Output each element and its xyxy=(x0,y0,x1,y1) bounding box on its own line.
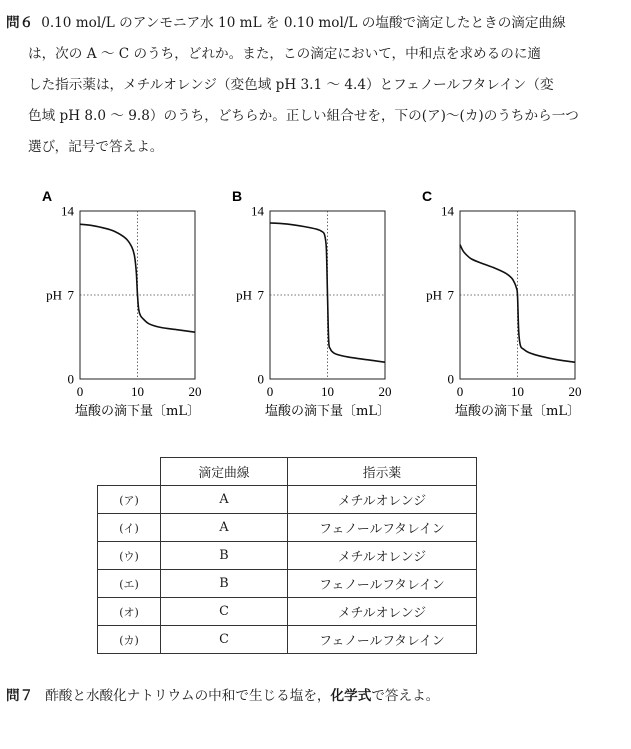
choice-curve: A xyxy=(161,514,288,542)
x-axis-label: 塩酸の滴下量〔mL〕 xyxy=(265,404,390,419)
choice-indicator: メチルオレンジ xyxy=(288,598,477,626)
x-tick-label: 10 xyxy=(321,384,334,399)
choice-curve: B xyxy=(161,542,288,570)
table-row xyxy=(98,598,477,626)
choice-indicator: フェノールフタレイン xyxy=(288,570,477,598)
table-header-indicator: 指示薬 xyxy=(288,458,477,486)
question-7-text-before: 酢酸と水酸化ナトリウムの中和で生じる塩を， xyxy=(45,688,331,704)
titration-chart-c xyxy=(410,186,590,426)
question-7-text-bold: 化学式 xyxy=(330,688,372,704)
table-row xyxy=(98,542,477,570)
question-6-text-1: 0.10 mol/L のアンモニア水 10 mL を 0.10 mol/L の塩酸で滴定したときの滴定曲線 xyxy=(41,15,566,31)
table-header-symbol xyxy=(98,458,161,486)
choice-indicator: フェノールフタレイン xyxy=(288,626,477,654)
choice-symbol: (エ) xyxy=(98,570,161,598)
choice-symbol: (イ) xyxy=(98,514,161,542)
question-6-line-5: 選び，記号で答えよ。 xyxy=(28,139,164,155)
x-tick-label: 20 xyxy=(568,384,582,399)
x-tick-label: 10 xyxy=(511,384,524,399)
x-tick-label: 0 xyxy=(76,384,84,399)
y-axis-label: pH xyxy=(236,287,252,303)
question-6-line-3: した指示薬は，メチルオレンジ（変色域 pH 3.1 ～ 4.4）とフェノールフタレイン（変 xyxy=(28,77,554,93)
titration-chart-a-svg xyxy=(30,186,210,426)
y-tick-label: 7 xyxy=(67,287,74,303)
choice-curve: C xyxy=(161,598,288,626)
question-6-line-2: は，次の A ～ C のうち，どれか。また，この滴定において，中和点を求めるのに適 xyxy=(28,46,542,62)
table-row xyxy=(98,570,477,598)
y-tick-label: 7 xyxy=(257,287,264,303)
y-tick-label: 0 xyxy=(447,371,454,387)
choice-indicator: メチルオレンジ xyxy=(288,542,477,570)
question-7 xyxy=(6,684,439,704)
table-row xyxy=(98,626,477,654)
y-tick-label: 7 xyxy=(447,287,454,303)
x-tick-label: 10 xyxy=(131,384,144,399)
table-row xyxy=(98,486,477,514)
titration-chart-c-svg xyxy=(410,186,590,426)
choice-curve: A xyxy=(161,486,288,514)
choice-symbol: (ウ) xyxy=(98,542,161,570)
table-header-row xyxy=(98,458,477,486)
choice-curve: B xyxy=(161,570,288,598)
titration-chart-b-svg xyxy=(220,186,400,426)
y-axis-label: pH xyxy=(426,287,442,303)
question-7-number: 問７ xyxy=(6,688,34,704)
y-tick-label: 0 xyxy=(67,371,74,387)
table-row xyxy=(98,514,477,542)
x-axis-label: 塩酸の滴下量〔mL〕 xyxy=(75,404,200,419)
choice-curve: C xyxy=(161,626,288,654)
question-6-number: 問６ xyxy=(6,15,34,31)
y-axis-label: pH xyxy=(46,287,62,303)
y-tick-label: 14 xyxy=(61,203,74,219)
choice-symbol: (ア) xyxy=(98,486,161,514)
choice-indicator: メチルオレンジ xyxy=(288,486,477,514)
answer-choices-table xyxy=(97,457,477,654)
table-header-curve: 滴定曲線 xyxy=(161,458,288,486)
y-tick-label: 14 xyxy=(441,203,454,219)
question-6 xyxy=(6,8,614,163)
chart-title: A xyxy=(42,188,53,204)
x-tick-label: 20 xyxy=(188,384,202,399)
question-6-line-4: 色域 pH 8.0 ～ 9.8）のうち，どちらか。正しい組合せを，下の(ア)～(カ)のうちから一つ xyxy=(28,108,579,124)
question-6-line-1 xyxy=(6,8,614,39)
titration-chart-a xyxy=(30,186,210,426)
choice-symbol: (オ) xyxy=(98,598,161,626)
titration-chart-b xyxy=(220,186,400,426)
choice-indicator: フェノールフタレイン xyxy=(288,514,477,542)
chart-title: B xyxy=(232,188,243,204)
choice-symbol: (カ) xyxy=(98,626,161,654)
x-tick-label: 0 xyxy=(456,384,464,399)
x-tick-label: 20 xyxy=(378,384,392,399)
x-tick-label: 0 xyxy=(266,384,274,399)
x-axis-label: 塩酸の滴下量〔mL〕 xyxy=(455,404,580,419)
question-7-text-after: で答えよ。 xyxy=(371,688,440,704)
chart-title: C xyxy=(422,188,433,204)
y-tick-label: 14 xyxy=(251,203,264,219)
y-tick-label: 0 xyxy=(257,371,264,387)
